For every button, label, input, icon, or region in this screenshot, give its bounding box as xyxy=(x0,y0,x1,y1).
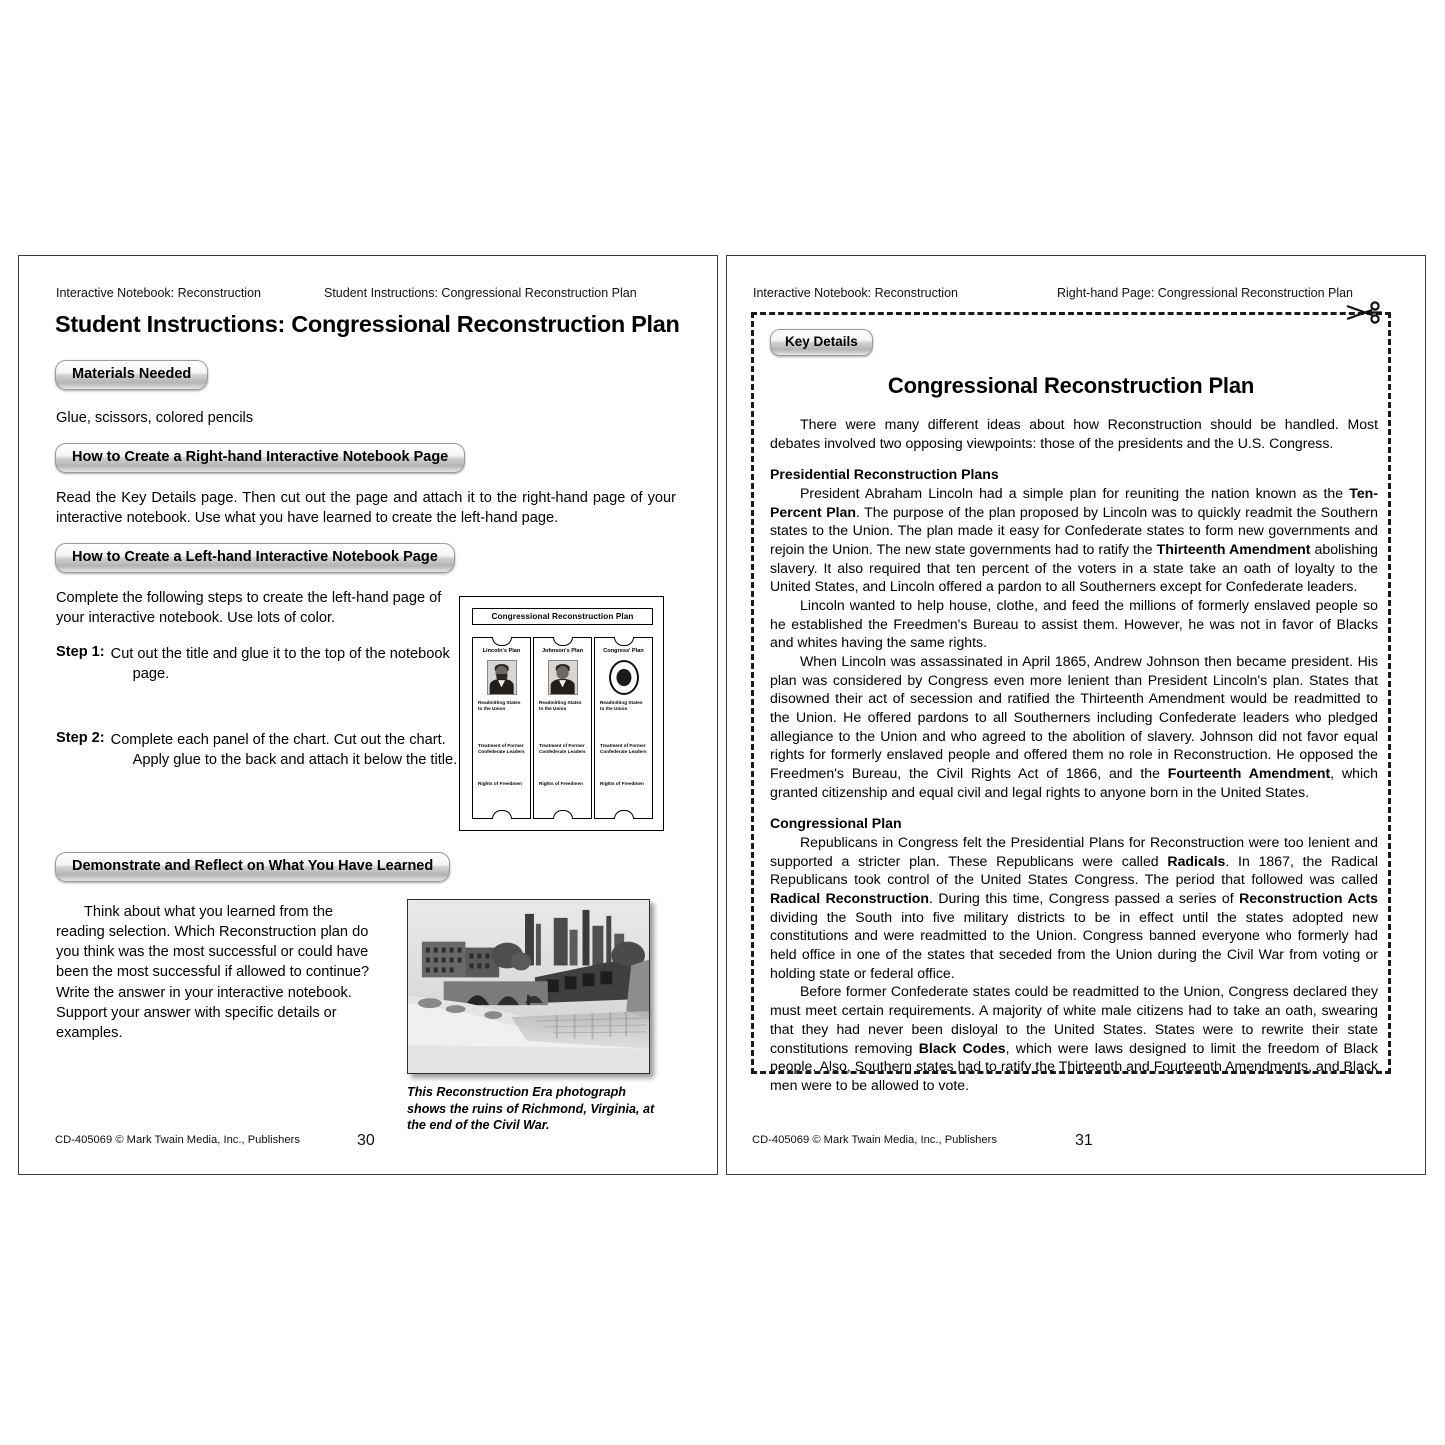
chart-panel xyxy=(594,637,653,819)
photo-artwork xyxy=(408,900,649,1074)
reflect-text-body: Think about what you learned from the reading selection. Which Reconstruction plan do you think was the most successful or could have been the most successful if allowed to continue? Write the answer in your interactive notebook. Support your answer with specific details or examples. xyxy=(56,904,370,1041)
right-page xyxy=(726,255,1426,1175)
cut-out-dashed-box xyxy=(751,312,1391,1093)
chart-row-label: Treatment of Former Confederate Leaders xyxy=(600,743,647,755)
photo-caption: This Reconstruction Era photograph shows the ruins of Richmond, Virginia, at the end of the Civil War. xyxy=(407,1085,655,1133)
chart-panels xyxy=(472,637,653,819)
paragraph-readmission-requirements: Before former Confederate states could be readmitted to the Union, Congress declared they must meet certain requirements. A majority of white male citizens had to take an oath, swearing that they had never been disloyal to the United States. States were to rewrite their state constitutions removing Black Codes, which were laws designed to limit the freedom of Black people. Also, Southern states had to ratify the Thirteenth and Fourteenth Amendments, and Black men were to be allowed to vote. xyxy=(770,983,1378,1093)
running-head-right: Right-hand Page: Congressional Reconstruction Plan xyxy=(1057,286,1354,300)
section-heading-presidential: Presidential Reconstruction Plans xyxy=(770,466,999,483)
righthand-instructions-heading: How to Create a Right-hand Interactive Notebook Page xyxy=(55,443,465,473)
key-details-heading: Key Details xyxy=(770,329,873,356)
chart-row-label: Readmitting States to the Union xyxy=(600,700,643,712)
foldable-chart-preview xyxy=(459,596,664,831)
scissors-icon xyxy=(1344,298,1384,328)
materials-list: Glue, scissors, colored pencils xyxy=(56,410,254,426)
chart-row-label: Rights of Freedmen xyxy=(478,781,523,786)
step-line-1: Complete each panel of the chart. Cut out the chart. xyxy=(110,732,446,749)
left-page xyxy=(18,255,718,1175)
chart-row-label: Rights of Freedmen xyxy=(600,781,645,786)
running-head-left: Interactive Notebook: Reconstruction xyxy=(56,286,261,300)
chart-panel-heading: Lincoln's Plan xyxy=(482,648,521,654)
paragraph-radical-republicans: Republicans in Congress felt the Presidential Plans for Reconstruction were too lenient and supported a stricter plan. These Republicans were called Radicals. In 1867, the Radical Republicans took control of the United States Congress. The period that followed was called Radical Reconstruction. During this time, Congress passed a series of Reconstruction Acts dividing the South into five military districts to be in effect until the states adopted new constitutions and were readmitted to the Union. Congress banned everyone who formerly had held office in one of the states that seceded from the Union during the Civil War from voting or holding state or federal office. xyxy=(770,834,1378,981)
running-head-left: Interactive Notebook: Reconstruction xyxy=(753,286,958,300)
chart-panel-heading: Congress' Plan xyxy=(603,648,644,654)
paragraph-johnson-plan: When Lincoln was assassinated in April 1865, Andrew Johnson then became president. His plan was considered by Congress even more lenient than President Lincoln's plan. States that disowned their act of secession and ratified the Thirteenth Amendment would be readmitted to the Union. He offered pardons to all Southerners including Confederate leaders who pledged allegiance to the Union and who agreed to the abolition of slavery. Johnson did not favor equal rights for formerly enslaved people and offered them no role in Reconstruction. He opposed the Freedmen's Bureau, the Civil Rights Act of 1866, and the Fourteenth Amendment, which granted citizenship and equal civil and legal rights to anyone born in the United States. xyxy=(770,653,1378,800)
step-line-1: Cut out the title and glue it to the top of the notebook xyxy=(110,646,450,662)
paragraph-lincoln-plan: President Abraham Lincoln had a simple plan for reuniting the nation known as the Ten-Percent Plan. The purpose of the plan proposed by Lincoln was to quickly readmit the Southern states to the Union. The plan made it easy for Confederate states to form new governments and rejoin the Union. The new state governments had to ratify the Thirteenth Amendment abolishing slavery. It also required that ten percent of the voters in a state take an oath of loyalty to the United States, and Lincoln offered a pardon to all Southerners except for Confederate leaders. xyxy=(770,485,1378,595)
step-line-2: page. xyxy=(132,666,170,683)
lefthand-instructions-text: Complete the following steps to create the left-hand page of your interactive notebook. Use lots of color. xyxy=(56,590,442,627)
lefthand-instructions-heading: How to Create a Left-hand Interactive Notebook Page xyxy=(55,543,455,573)
step-label: Step 2: xyxy=(56,730,105,747)
two-page-spread xyxy=(18,255,1427,1175)
chart-panel xyxy=(472,637,531,819)
key-details-body xyxy=(770,415,1378,1095)
chart-row-label: Readmitting States to the Union xyxy=(478,700,521,712)
chart-row-label: Treatment of Former Confederate Leaders xyxy=(478,743,525,755)
footer-credit: CD-405069 © Mark Twain Media, Inc., Publishers xyxy=(55,1134,300,1146)
materials-needed-heading: Materials Needed xyxy=(55,360,208,390)
step-item xyxy=(56,644,461,684)
richmond-ruins-photo xyxy=(407,899,650,1074)
step-text xyxy=(111,644,450,684)
step-label: Step 1: xyxy=(56,644,105,660)
page-number: 30 xyxy=(357,1132,375,1149)
intro-paragraph: There were many different ideas about how Reconstruction should be handled. Most debates involved two opposing viewpoints: those of the presidents and the U.S. Congress. xyxy=(770,416,1378,451)
chart-row-label: Rights of Freedmen xyxy=(539,781,584,786)
paragraph-freedmens-bureau: Lincoln wanted to help house, clothe, and feed the millions of formerly enslaved people so he established the Freedmen's Bureau to assist them. However, he was not in favor of Blacks and whites having the same rights. xyxy=(770,597,1378,651)
chart-preview-title: Congressional Reconstruction Plan xyxy=(472,608,653,625)
chart-row-label: Treatment of Former Confederate Leaders xyxy=(539,743,586,755)
chart-panel-heading: Johnson's Plan xyxy=(541,648,584,654)
johnson-portrait-icon xyxy=(548,660,578,695)
congress-seal-icon xyxy=(609,660,639,695)
chart-panel xyxy=(533,637,592,819)
chart-row-label: Readmitting States to the Union xyxy=(539,700,582,712)
key-details-title: Congressional Reconstruction Plan xyxy=(887,373,1255,398)
step-text xyxy=(111,730,458,770)
lincoln-portrait-icon xyxy=(487,660,517,695)
footer-credit: CD-405069 © Mark Twain Media, Inc., Publishers xyxy=(752,1134,997,1146)
section-heading-congressional: Congressional Plan xyxy=(770,815,902,832)
step-line-2: Apply glue to the back and attach it below the title. xyxy=(132,752,458,769)
reflect-instructions-text xyxy=(56,902,381,1043)
steps-list xyxy=(56,644,461,775)
righthand-instructions-text: Read the Key Details page. Then cut out the page and attach it to the right-hand page of your interactive notebook. Use what you have learned to create the left-hand page. xyxy=(56,490,676,527)
page-number: 31 xyxy=(1075,1132,1093,1149)
demonstrate-reflect-heading: Demonstrate and Reflect on What You Have Learned xyxy=(55,852,450,882)
page-title: Student Instructions: Congressional Reconstruction Plan xyxy=(55,311,680,337)
running-head-right: Student Instructions: Congressional Reconstruction Plan xyxy=(324,286,637,300)
step-item xyxy=(56,730,461,770)
